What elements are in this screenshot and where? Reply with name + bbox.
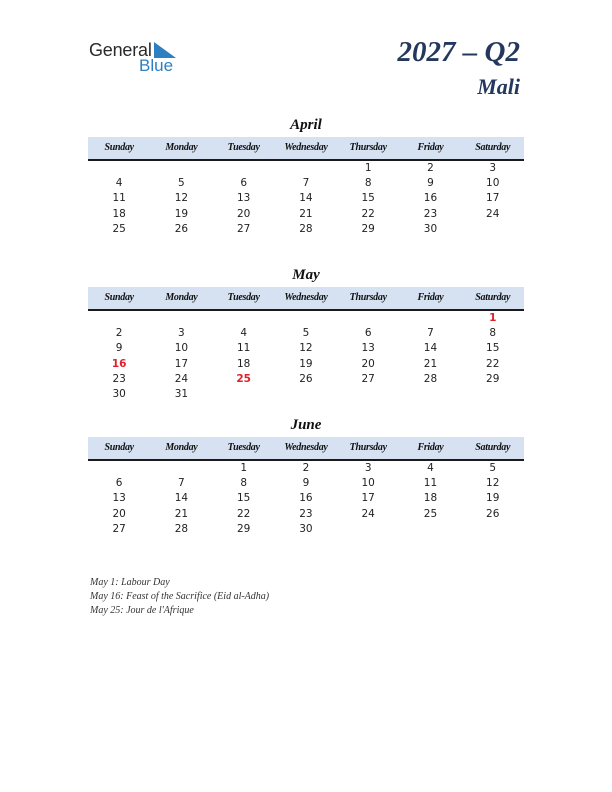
day-cell: 24 [361, 507, 375, 520]
holiday-note: May 25: Jour de l'Afrique [90, 605, 194, 616]
day-cell: 20 [361, 357, 375, 370]
day-cell: 29 [486, 372, 500, 385]
weekday-label: Tuesday [227, 442, 260, 453]
week-row [88, 341, 524, 356]
day-cell: 21 [174, 507, 189, 520]
weekday-label: Wednesday [284, 442, 328, 453]
day-cell: 1 [364, 162, 372, 174]
weekday-header-row [88, 287, 524, 311]
weekday-label: Saturday [475, 442, 511, 453]
weekday-label: Sunday [104, 442, 134, 453]
brand-logo [89, 40, 189, 76]
empty-day-cell [337, 387, 399, 402]
week-row [88, 222, 524, 237]
day-cell: 20 [236, 207, 251, 220]
week-row [88, 387, 524, 402]
empty-day-cell [150, 461, 212, 476]
day-cell: 29 [236, 522, 251, 535]
day-cell: 27 [236, 222, 251, 235]
empty-day-cell [213, 387, 275, 402]
day-cell: 25 [423, 507, 438, 520]
page-title: 2027 – Q2 [397, 36, 520, 68]
day-cell: 23 [423, 207, 438, 220]
day-cell: 4 [427, 462, 434, 474]
day-cell: 26 [174, 222, 189, 235]
month-name: June [290, 417, 322, 433]
day-cell: 5 [489, 462, 497, 474]
holiday-note: May 16: Feast of the Sacrifice (Eid al-Adha) [90, 591, 270, 602]
empty-day-cell [88, 311, 150, 326]
empty-day-cell [150, 161, 212, 176]
weekday-header-row [88, 437, 524, 461]
week-row [88, 191, 524, 206]
day-cell: 24 [486, 207, 500, 220]
weekday-label: Friday [417, 442, 444, 453]
day-cell: 27 [112, 522, 126, 535]
day-cell: 9 [427, 177, 434, 190]
day-cell: 11 [112, 192, 126, 205]
day-cell: 19 [486, 492, 500, 505]
month-block [88, 266, 524, 402]
day-cell: 9 [115, 342, 123, 355]
day-cell: 30 [112, 387, 126, 400]
week-row [88, 372, 524, 387]
country-subtitle: Mali [477, 74, 520, 99]
day-cell: 30 [299, 522, 313, 535]
empty-day-cell [462, 387, 524, 402]
week-row [88, 476, 524, 491]
day-cell: 13 [112, 492, 126, 505]
day-cell: 24 [174, 372, 189, 385]
week-row [88, 522, 524, 537]
day-cell: 21 [299, 207, 313, 220]
weekday-label: Monday [165, 142, 198, 153]
day-cell: 18 [236, 357, 251, 370]
day-cell: 16 [423, 192, 438, 205]
day-cell: 22 [236, 507, 251, 520]
weekday-label: Wednesday [284, 142, 328, 153]
empty-day-cell [462, 522, 524, 537]
weekday-label: Thursday [349, 442, 387, 453]
day-cell: 14 [423, 342, 438, 355]
day-cell: 22 [361, 207, 375, 220]
holiday-note: May 1: Labour Day [90, 577, 170, 588]
weekday-label: Friday [417, 292, 444, 303]
day-cell: 17 [361, 492, 375, 505]
empty-day-cell [399, 311, 461, 326]
day-cell: 6 [364, 327, 372, 340]
weekday-label: Monday [165, 442, 198, 453]
day-cell: 13 [361, 342, 375, 355]
empty-day-cell [399, 387, 461, 402]
empty-day-cell [213, 311, 275, 326]
day-cell: 10 [174, 342, 189, 355]
day-cell: 7 [178, 477, 185, 490]
day-cell: 12 [486, 477, 500, 490]
month-name: May [292, 267, 320, 283]
week-row [88, 207, 524, 222]
day-cell: 11 [236, 342, 251, 355]
day-cell: 23 [112, 372, 126, 385]
day-cell: 6 [240, 177, 247, 190]
day-cell: 15 [236, 492, 251, 505]
day-cell: 23 [299, 507, 313, 520]
day-cell: 28 [174, 522, 189, 535]
month-name: April [290, 117, 322, 133]
week-row [88, 507, 524, 522]
weekday-label: Tuesday [227, 292, 260, 303]
day-cell: 13 [236, 192, 251, 205]
day-cell: 31 [174, 387, 189, 400]
day-cell: 28 [299, 222, 313, 235]
day-cell: 8 [489, 327, 497, 340]
week-row [88, 311, 524, 326]
day-cell: 16 [299, 492, 313, 505]
logo-text-blue: Blue [139, 56, 174, 75]
week-row [88, 326, 524, 341]
day-cell: 5 [178, 177, 185, 190]
day-cell: 21 [423, 357, 438, 370]
empty-day-cell [337, 522, 399, 537]
day-cell: 7 [302, 177, 310, 190]
holiday-notes [90, 576, 269, 618]
day-cell: 17 [174, 357, 189, 370]
empty-day-cell [213, 161, 275, 176]
week-row [88, 491, 524, 506]
empty-day-cell [150, 311, 212, 326]
day-cell: 1 [240, 462, 247, 474]
day-cell: 16 [111, 357, 127, 370]
day-cell: 4 [240, 327, 247, 340]
day-cell: 11 [423, 477, 438, 490]
weekday-label: Thursday [349, 292, 387, 303]
empty-day-cell [88, 461, 150, 476]
empty-day-cell [462, 222, 524, 237]
day-cell: 3 [489, 162, 497, 174]
day-cell: 5 [302, 327, 310, 340]
day-cell: 25 [236, 372, 251, 385]
day-cell: 2 [115, 327, 123, 340]
weekday-header-row [88, 137, 524, 161]
week-row [88, 161, 524, 176]
day-cell: 29 [361, 222, 375, 235]
day-cell: 8 [240, 477, 247, 490]
weekday-label: Sunday [104, 292, 134, 303]
day-cell: 3 [178, 327, 185, 340]
weekday-label: Friday [417, 142, 444, 153]
logo-text-general: General [89, 40, 152, 60]
day-cell: 7 [427, 327, 434, 340]
empty-day-cell [337, 311, 399, 326]
day-cell: 14 [299, 192, 313, 205]
day-cell: 2 [427, 162, 434, 174]
day-cell: 19 [299, 357, 313, 370]
day-cell: 18 [423, 492, 438, 505]
day-cell: 27 [361, 372, 375, 385]
day-cell: 9 [302, 477, 310, 490]
day-cell: 12 [299, 342, 313, 355]
empty-day-cell [88, 161, 150, 176]
month-block [88, 416, 524, 537]
day-cell: 25 [112, 222, 126, 235]
day-cell: 22 [486, 357, 500, 370]
day-cell: 17 [486, 192, 500, 205]
empty-day-cell [275, 161, 337, 176]
weekday-label: Sunday [104, 142, 134, 153]
day-cell: 10 [361, 477, 375, 490]
empty-day-cell [275, 311, 337, 326]
day-cell: 15 [486, 342, 500, 355]
day-cell: 28 [423, 372, 438, 385]
weekday-label: Saturday [475, 142, 511, 153]
day-cell: 18 [112, 207, 126, 220]
weekday-label: Tuesday [227, 142, 260, 153]
day-cell: 12 [174, 192, 189, 205]
weekday-label: Monday [165, 292, 198, 303]
weekday-label: Wednesday [284, 292, 328, 303]
empty-day-cell [275, 387, 337, 402]
day-cell: 26 [486, 507, 500, 520]
day-cell: 6 [115, 477, 123, 490]
day-cell: 1 [489, 312, 497, 324]
empty-day-cell [399, 522, 461, 537]
day-cell: 20 [112, 507, 126, 520]
week-row [88, 176, 524, 191]
day-cell: 14 [174, 492, 189, 505]
weekday-label: Thursday [349, 142, 387, 153]
day-cell: 19 [174, 207, 189, 220]
day-cell: 2 [302, 462, 310, 474]
day-cell: 30 [423, 222, 438, 235]
day-cell: 4 [115, 177, 123, 190]
day-cell: 10 [486, 177, 500, 190]
day-cell: 3 [364, 462, 372, 474]
week-row [88, 357, 524, 372]
week-row [88, 461, 524, 476]
day-cell: 26 [299, 372, 313, 385]
day-cell: 15 [361, 192, 375, 205]
month-block [88, 116, 524, 237]
weekday-label: Saturday [475, 292, 511, 303]
day-cell: 8 [364, 177, 372, 190]
